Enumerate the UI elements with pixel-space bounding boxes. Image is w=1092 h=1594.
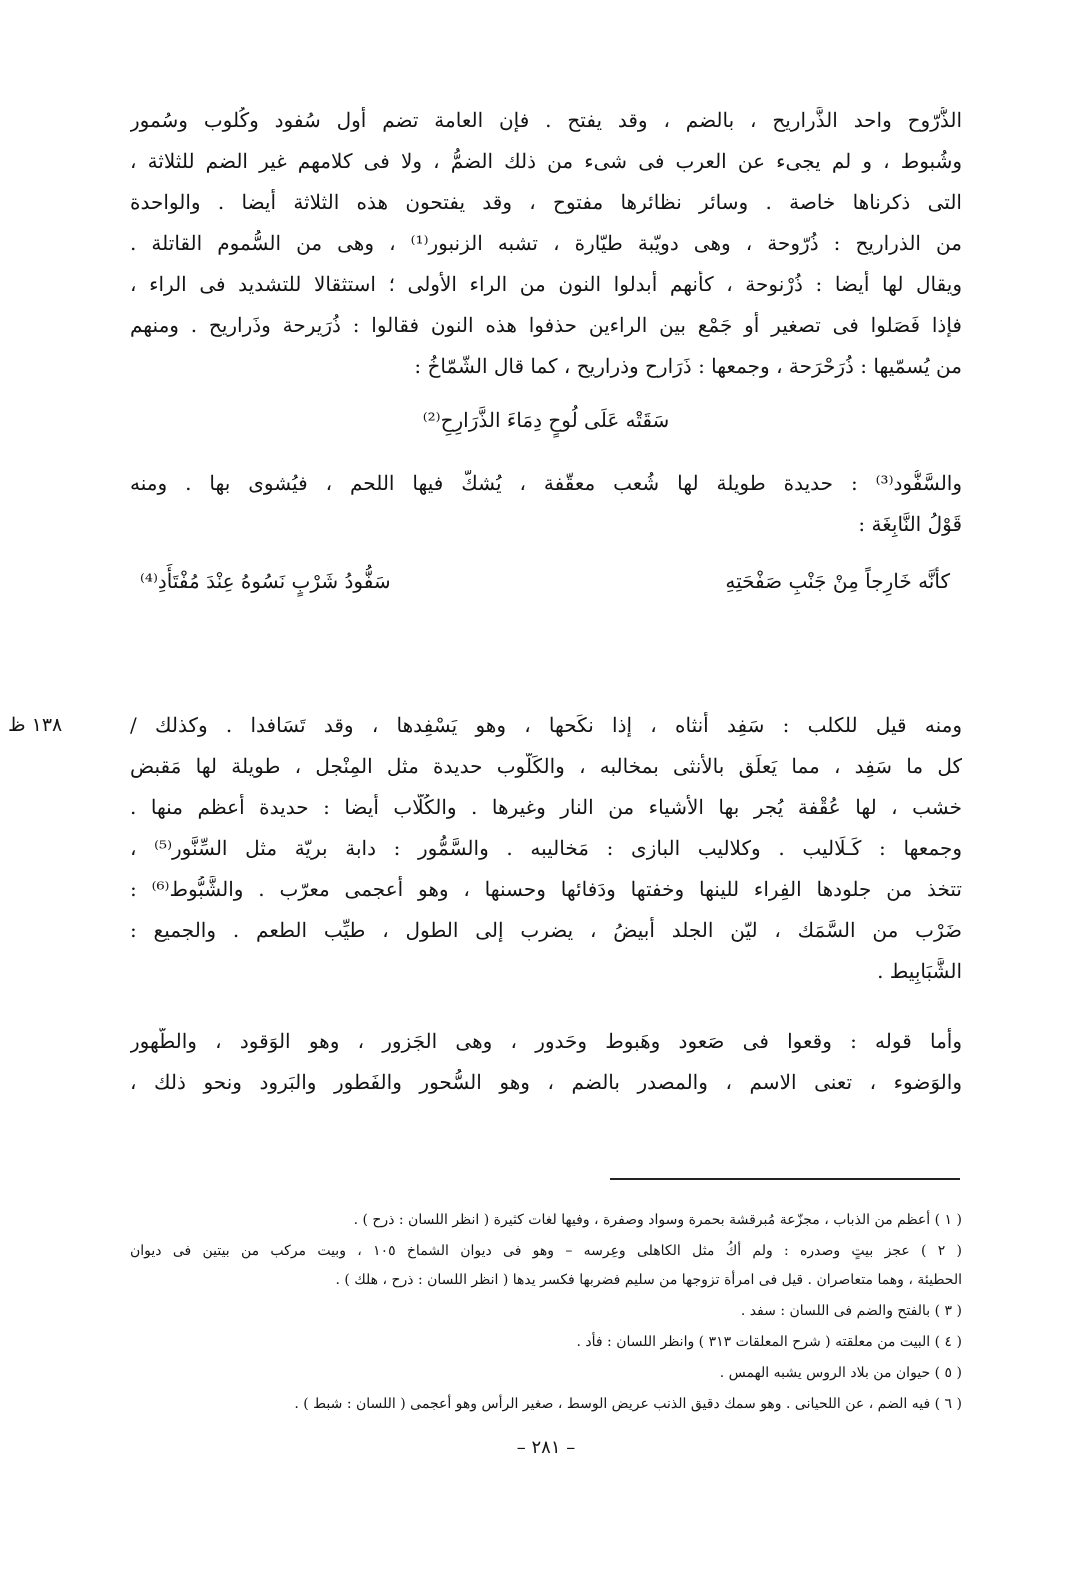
text-line: والوَضوء ، تعنى الاسم ، والمصدر بالضم ، وهو السُّحور والفَطور والبَرود ونحو ذلك ، [130,1070,962,1094]
verse-line: سَقَتْه عَلَى لُوحٍ دِمَاءَ الذَّرَارِحِ⁽²⁾ [422,408,670,432]
footnote: ( ١ ) أعظم من الذباب ، مجزّعة مُبرقشة بحمرة وسواد وصفرة ، وفيها لغات كثيرة ( انظر اللسان : ذرح ) . [353,1212,962,1228]
text-line: التى ذكرناها خاصة . وسائر نظائرها مفتوح ، وقد يفتحون هذه الثلاثة أيضا . والواحدة [130,190,962,214]
text-line: ومنه قيل للكلب : سَفِد أنثاه ، إذا نكَحها ، وهو يَسْفِدها ، وقد تَسَافدا . وكذلك / [130,713,962,737]
text-line: من الذراريح : ذُرّوحة ، وهى دويّبة طيّارة ، تشبه الزنبور⁽¹⁾ ، وهى من السُّموم القاتلة . [130,231,962,255]
text-line: والسَّفُّود⁽³⁾ : حديدة طويلة لها شُعب معقّفة ، يُشكّ فيها اللحم ، فيُشوى بها . ومنه [130,471,962,495]
page-number: – ٢٨١ – [516,1437,576,1458]
text-line: وأما قوله : وقعوا فى صَعود وهَبوط وحَدور ، وهى الجَزور ، وهو الوَقود ، والطَّهور [130,1029,962,1053]
verse-hemistich-first: كأنَّه خَارِجاً مِنْ جَنْبِ صَفْحَتِهِ [725,569,950,593]
text-line: الشَّبَابِيط . [877,959,962,983]
verse-hemistich-second: سَفُّودُ شَرْبٍ نَسُوهُ عِنْدَ مُفْتَأَدِ⁽⁴⁾ [140,569,391,593]
text-line: كل ما سَفِد ، مما يَعلَق بالأنثى بمخالبه ، والكَلّوب حديدة مثل المِنْجل ، طويلة لها مَقبض [130,754,962,778]
text-line: تتخذ من جلودها الفِراء للينها وخفتها ودَفائها وحسنها ، وهو أعجمى معرّب . والشَّبُّوط⁽⁶⁾ : [130,877,962,901]
footnote: ( ٥ ) حيوان من بلاد الروس يشبه الهمس . [719,1365,962,1381]
footnote: ( ٣ ) بالفتح والضم فى اللسان : سفد . [740,1303,962,1319]
footnote-separator [610,1178,960,1180]
text-line: ضَرْب من السَّمَك ، ليّن الجلد أبيضُ ، يضرب إلى الطول ، طيِّب الطعم . والجميع : [130,918,962,942]
text-line: الذُّرّوح واحد الذَّراريح ، بالضم ، وقد يفتح . فإن العامة تضم أول سُفود وكُلوب وسُمور [130,108,962,132]
footnote: ( ٦ ) فيه الضم ، عن اللحيانى . وهو سمك دقيق الذنب عريض الوسط ، صغير الرأس وهو أعجمى ( اللسان : شبط ) . [294,1396,962,1412]
text-line: فإذا فَصَلوا فى تصغير أو جَمْع بين الراءين حذفوا هذه النون فقالوا : ذُرَيرحة وذَراريح . ومنهم [130,313,962,337]
margin-folio-note: ١٣٨ ظ [8,714,63,736]
text-line: ويقال لها أيضا : ذُرْنوحة ، كأنهم أبدلوا النون من الراء الأولى ؛ استثقالا للتشديد فى الراء ، [130,272,962,296]
text-line: وجمعها : كَـلَاليب . وكلاليب البازى : مَخاليبه . والسَّمُّور : دابة بريّة مثل السِّنَّور⁽⁵⁾ ، [130,836,962,860]
footnote: ( ٤ ) البيت من معلقته ( شرح المعلقات ٣١٣ ) وانظر اللسان : فأد . [576,1334,962,1350]
text-line: قَوْلُ النَّابِغَة : [858,512,962,536]
text-line: خشب ، لها عُقْفة يُجر بها الأشياء من النار وغيرها . والكُلّاب أيضا : حديدة أعظم منها . [130,795,962,819]
text-line: من يُسمّيها : ذُرَحْرَحة ، وجمعها : ذَرَارح وذراريح ، كما قال الشّمّاخُ : [414,354,962,378]
footnote: الحطيئة ، وهما متعاصران . قيل فى امرأة تزوجها من سليم فضربها فكسر يدها ( انظر اللسان : ذرح ، هلك ) . [335,1272,962,1288]
footnote: ( ٢ ) عجز بيتٍ وصدره : ولم أكُ مثل الكاهلى وعِرسه – وهو فى ديوان الشماخ ١٠٥ ، وبيت مركب من بيتين فى ديوان [130,1243,962,1259]
text-line: وشُبوط ، و لم يجىء عن العرب فى شىء من ذلك الضمُّ ، ولا فى كلامهم غير الضم للثلاثة ، [130,149,962,173]
